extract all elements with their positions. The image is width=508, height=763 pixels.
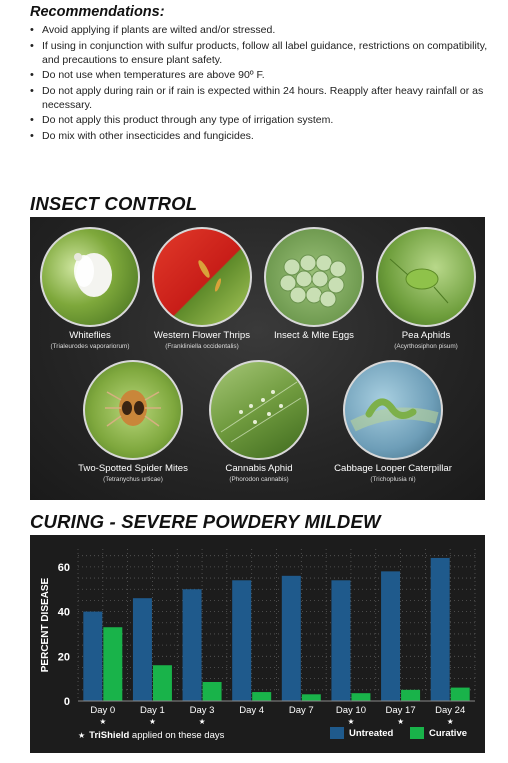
bar-curative xyxy=(203,682,222,701)
bar-curative xyxy=(153,665,172,701)
bar-curative xyxy=(103,627,122,701)
legend-untreated xyxy=(330,727,393,739)
star-icon: ★ xyxy=(446,717,454,726)
recommendations-title: Recommendations: xyxy=(30,4,165,20)
x-tick-label: Day 24 xyxy=(435,705,466,716)
x-tick-label: Day 17 xyxy=(385,705,416,716)
bar-untreated xyxy=(232,580,251,701)
insect-name: Western Flower Thrips xyxy=(153,330,251,341)
insect-name: Pea Aphids xyxy=(401,330,451,341)
list-item: • If using in conjunction with sulfur products, follow all label guidance, restrictions on compatibility, and precautions to ensure plant safety. xyxy=(30,39,500,67)
y-tick-label: 40 xyxy=(57,606,70,619)
bar-curative xyxy=(252,692,271,701)
star-icon: ★ xyxy=(198,717,206,726)
legend-untreated-label: Untreated xyxy=(349,727,394,739)
bar-curative xyxy=(451,688,470,701)
insect-western-flower-thrips xyxy=(142,227,262,350)
untreated-swatch xyxy=(330,727,344,739)
insect-name: Cannabis Aphid xyxy=(225,463,293,474)
legend-note-text: applied on these days xyxy=(129,730,225,741)
insect-mite-eggs xyxy=(254,227,374,343)
insect-pea-aphids xyxy=(366,227,485,350)
insect-panel xyxy=(30,217,485,500)
legend-brand: TriShield xyxy=(89,730,130,741)
insect-two-spotted-spider-mites xyxy=(68,360,198,483)
y-tick-label: 20 xyxy=(57,651,70,664)
bar-curative xyxy=(401,690,420,701)
insect-scientific-name: (Acyrthosiphon pisum) xyxy=(394,343,458,350)
insect-cannabis-aphid xyxy=(194,360,324,483)
insect-cabbage-looper-caterpillar xyxy=(328,360,458,483)
eggs-photo-icon xyxy=(264,227,364,327)
bar-curative xyxy=(351,693,370,701)
recommendations-list xyxy=(30,23,500,143)
list-item: • Do not apply during rain or if rain is expected within 24 hours. Reapply after heavy rainfall or as necessary. xyxy=(30,84,500,112)
bar-untreated xyxy=(282,576,301,701)
star-icon: ★ xyxy=(99,717,107,726)
x-tick-label: Day 10 xyxy=(335,705,366,716)
x-tick-label: Day 7 xyxy=(288,705,314,716)
curative-swatch xyxy=(410,727,424,739)
insect-name: Whiteflies xyxy=(69,330,111,341)
list-item: • Do not apply this product through any type of irrigation system. xyxy=(30,113,500,127)
spider-mites-photo-icon xyxy=(83,360,183,460)
insect-name: Insect & Mite Eggs xyxy=(274,330,354,341)
bar-untreated xyxy=(331,580,350,701)
y-axis-label: PERCENT DISEASE xyxy=(40,577,51,673)
recommendations-section xyxy=(30,4,500,144)
insect-scientific-name: (Phorodon cannabis) xyxy=(229,476,289,483)
legend-note xyxy=(78,730,224,741)
list-item: • Do mix with other insecticides and fungicides. xyxy=(30,129,500,143)
x-tick-label: Day 0 xyxy=(90,705,116,716)
bar-untreated xyxy=(431,558,450,701)
x-tick-label: Day 3 xyxy=(189,705,215,716)
list-item: • Do not use when temperatures are above 90º F. xyxy=(30,68,500,82)
insect-scientific-name: (Trialeurodes vaporariorum) xyxy=(50,343,130,350)
mildew-chart-title: CURING - SEVERE POWDERY MILDEW xyxy=(30,511,381,532)
insect-scientific-name: (Trichoplusia ni) xyxy=(370,476,416,483)
star-icon: ★ xyxy=(78,731,86,740)
bar-untreated xyxy=(133,598,152,701)
insect-scientific-name: (Tetranychus urticae) xyxy=(103,476,163,483)
mildew-bar-chart xyxy=(30,535,485,753)
aphids-photo-icon xyxy=(376,227,476,327)
cannabis-aphid-photo-icon xyxy=(209,360,309,460)
list-item: • Avoid applying if plants are wilted and/or stressed. xyxy=(30,23,500,37)
insect-name: Cabbage Looper Caterpillar xyxy=(334,463,452,474)
insect-control-title: INSECT CONTROL xyxy=(30,193,198,214)
x-tick-label: Day 1 xyxy=(140,705,165,716)
legend-curative-label: Curative xyxy=(429,727,468,739)
bar-untreated xyxy=(183,589,202,701)
whiteflies-photo-icon xyxy=(40,227,140,327)
y-tick-label: 60 xyxy=(57,561,70,574)
thrips-photo-icon xyxy=(152,227,252,327)
mildew-chart-panel xyxy=(30,535,485,753)
bar-curative xyxy=(302,694,321,701)
insect-scientific-name: (Frankliniella occidentalis) xyxy=(165,343,239,350)
insect-name: Two-Spotted Spider Mites xyxy=(78,463,188,474)
legend-curative xyxy=(410,727,467,739)
y-tick-label: 0 xyxy=(63,696,70,708)
bar-untreated xyxy=(381,571,400,701)
star-icon: ★ xyxy=(347,717,355,726)
insect-whiteflies xyxy=(30,227,150,350)
x-tick-label: Day 4 xyxy=(239,705,265,716)
star-icon: ★ xyxy=(397,717,404,726)
caterpillar-photo-icon xyxy=(343,360,443,460)
bar-untreated xyxy=(83,612,102,701)
star-icon: ★ xyxy=(149,717,156,726)
